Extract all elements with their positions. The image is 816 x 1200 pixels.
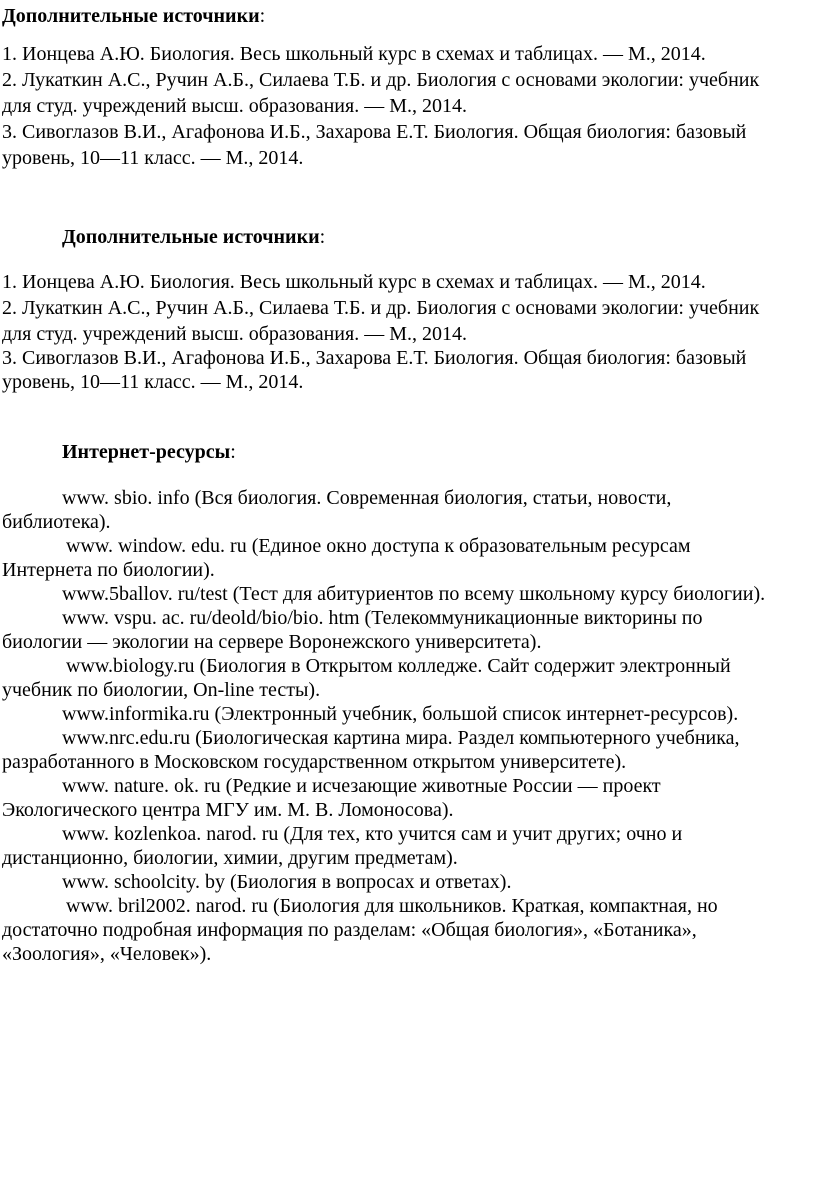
- internet-resource-line: www. vspu. ac. ru/deold/bio/bio. htm (Телекоммуникационные викторины по: [62, 607, 703, 629]
- section1-item-line: уровень, 10—11 класс. — М., 2014.: [2, 147, 304, 169]
- internet-resource-line: www.nrc.edu.ru (Биологическая картина мира. Раздел компьютерного учебника,: [62, 727, 740, 749]
- internet-resource-line: Интернета по биологии).: [2, 559, 215, 581]
- internet-resource-line: дистанционно, биологии, химии, другим предметам).: [2, 847, 458, 869]
- internet-resource-line: Экологического центра МГУ им. М. В. Ломоносова).: [2, 799, 454, 821]
- internet-resource-line: www. nature. ok. ru (Редкие и исчезающие животные России — проект: [62, 775, 661, 797]
- section1-item-line: для студ. учреждений высш. образования. — М., 2014.: [2, 95, 467, 117]
- section2-heading-colon: :: [319, 226, 326, 248]
- section1-item-line: 2. Лукаткин А.С., Ручин А.Б., Силаева Т.Б. и др. Биология с основами экологии: учебник: [2, 69, 760, 91]
- internet-heading-colon: :: [230, 441, 236, 463]
- internet-resource-line: www.5ballov. ru/test (Тест для абитуриентов по всему школьному курсу биологии).: [62, 583, 766, 605]
- section1-heading-text: Дополнительные источники: [2, 5, 260, 27]
- internet-heading: [62, 440, 236, 464]
- internet-resource-line: www.biology.ru (Биология в Открытом колледже. Сайт содержит электронный: [66, 655, 731, 677]
- internet-resource-line: www. schoolcity. by (Биология в вопросах и ответах).: [62, 871, 512, 893]
- section2-item-line: 3. Сивоглазов В.И., Агафонова И.Б., Захарова Е.Т. Биология. Общая биология: базовый: [2, 347, 747, 369]
- internet-resource-line: учебник по биологии, On-line тесты).: [2, 679, 321, 701]
- section2-item-line: 2. Лукаткин А.С., Ручин А.Б., Силаева Т.Б. и др. Биология с основами экологии: учебник: [2, 297, 760, 319]
- internet-resource-line: библиотека).: [2, 511, 111, 533]
- internet-resource-line: www. bril2002. narod. ru (Биология для школьников. Краткая, компактная, но: [66, 895, 718, 917]
- internet-resource-line: достаточно подробная информация по разделам: «Общая биология», «Ботаника»,: [2, 919, 697, 941]
- internet-resource-line: разработанного в Московском государственном открытом университете).: [2, 751, 627, 773]
- section1-heading: [2, 4, 265, 28]
- internet-resource-line: www. kozlenkoa. narod. ru (Для тех, кто учится сам и учит других; очно и: [62, 823, 683, 845]
- section2-item-line: 1. Ионцева А.Ю. Биология. Весь школьный курс в схемах и таблицах. — М., 2014.: [2, 271, 706, 293]
- internet-resource-line: биологии — экологии на сервере Воронежского университета).: [2, 631, 542, 653]
- internet-resource-line: www. window. edu. ru (Единое окно доступа к образовательным ресурсам: [66, 535, 691, 557]
- internet-resource-line: www.informika.ru (Электронный учебник, большой список интернет-ресурсов).: [62, 703, 739, 725]
- section2-heading: [62, 225, 325, 249]
- section1-item-line: 3. Сивоглазов В.И., Агафонова И.Б., Захарова Е.Т. Биология. Общая биология: базовый: [2, 121, 747, 143]
- section2-item-line: для студ. учреждений высш. образования. — М., 2014.: [2, 323, 467, 345]
- section1-heading-colon: :: [259, 5, 266, 27]
- internet-heading-text: Интернет-ресурсы: [62, 441, 231, 463]
- section2-item-line: уровень, 10—11 класс. — М., 2014.: [2, 371, 304, 393]
- section1-item-line: 1. Ионцева А.Ю. Биология. Весь школьный курс в схемах и таблицах. — М., 2014.: [2, 43, 706, 65]
- section2-heading-text: Дополнительные источники: [62, 226, 320, 248]
- internet-resource-line: www. sbio. info (Вся биология. Современная биология, статьи, новости,: [62, 487, 672, 509]
- internet-resource-line: «Зоология», «Человек»).: [2, 943, 212, 965]
